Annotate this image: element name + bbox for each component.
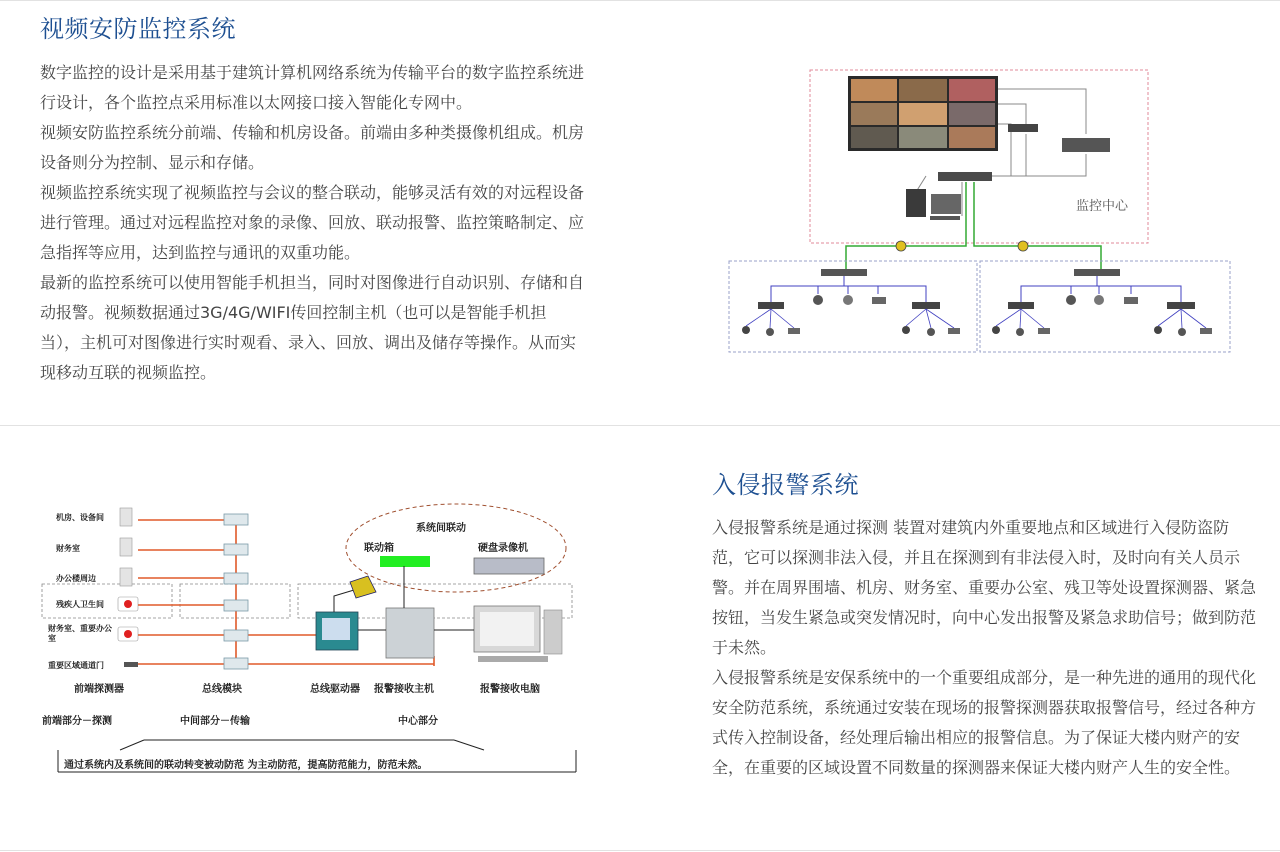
alarm-pc-screen [480,612,534,646]
section-divider [0,425,1280,426]
alarm-section-title: 入侵报警系统 [712,471,859,499]
video-paragraph: 视频监控系统实现了视频监控与会议的整合联动，能够灵活有效的对远程设备进行管理。通过对远程监控对象的录像、回放、联动报警、监控策略制定、应急指挥等应用，达到监控与通讯的双重功能。 [40,183,585,262]
wan-links [846,182,1101,269]
video-paragraph: 最新的监控系统可以使用智能手机担当，同时对图像进行自动识别、存储和自动报警。视频数据通过3G/4G/WIFI传回控制主机（也可以是智能手机担当），主机可对图像进行实时观看、录入、回放、调出及储存等操作。从而实现移动互联的视频监控。 [40,273,585,382]
hdd-recorder [474,558,544,574]
alarm-pc-keyboard [478,656,548,662]
keyboard [930,216,960,220]
network-switch [938,172,992,181]
video-paragraph: 视频安防监控系统分前端、传输和机房设备。前端由多种类摄像机组成。机房设备则分为控制、显示和存储。 [40,123,585,172]
center-label: 监控中心 [1076,199,1129,214]
part-label: 前端部分－探测 [42,716,112,727]
footer-note: 通过系统内及系统间的联动转变被动防范 为主动防范，提高防范能力，防范未然。 [64,760,428,771]
video-section-title: 视频安防监控系统 [40,15,236,43]
video-wall [848,76,998,151]
bottom-divider [0,850,1280,851]
router-icon [1018,241,1028,251]
alarm-paragraph: 入侵报警系统是通过探测 装置对建筑内外重要地点和区域进行入侵防盗防范，它可以探测非法入侵，并且在探测到有非法侵入时，及时向有关人员示警。并在周界围墙、机房、财务室、重要办公室、残卫等处设置探测器、紧急按钮，当发生紧急或突发情况时，向中心发出报警及紧急求助信号；做到防范于未然。 [712,518,1257,657]
intrusion-alarm-diagram [34,496,586,780]
part-label: 中间部分－传输 [180,716,250,727]
detector-label: 重要区域通道门 [48,661,104,670]
site-left-devices [742,269,960,336]
detector-label-wrap [48,624,114,648]
alarm-host [386,608,434,658]
hdd-recorder-label: 硬盘录像机 [478,543,528,554]
video-section-text [40,58,585,388]
detector-label: 财务室、重要办公室 [48,624,112,643]
alarm-paragraph: 入侵报警系统是安保系统中的一个重要组成部分，是一种先进的通用的现代化安全防范系统，系统通过安装在现场的报警探测器获取报警信号，经过各种方式传入控制设备，经处理后输出相应的报警信息。为了保证大楼内财产的安全，在重要的区域设置不同数量的探测器来保证大楼内财产人生的安全性。 [712,668,1257,777]
router-icon [896,241,906,251]
column-label: 总线驱动器 [310,684,360,695]
column-label: 总线模块 [202,684,242,695]
detector-column [118,508,138,667]
column-label: 报警接收电脑 [480,684,540,695]
workstation-tower [906,189,926,217]
alarm-section-text [712,513,1257,783]
detector-label: 残疾人卫生间 [56,600,104,609]
video-paragraph: 数字监控的设计是采用基于建筑计算机网络系统为传输平台的数字监控系统进行设计，各个监控点采用标准以太网接口接入智能化专网中。 [40,63,585,112]
top-divider [0,0,1280,1]
detector-label: 办公楼周边 [56,574,96,583]
linkage-box [380,556,430,567]
video-surveillance-diagram [726,64,1234,356]
workstation-monitor [931,194,961,214]
part-label: 中心部分 [398,716,438,727]
detector-label: 机房、设备间 [56,513,104,522]
network-router-icon [350,576,376,598]
decoder-device [1008,124,1038,132]
detector-label: 财务室 [56,544,80,553]
site-right-devices [992,269,1212,336]
linkage-box-label: 联动箱 [364,543,394,554]
bus-driver-panel [322,618,350,640]
storage-server [1062,138,1110,152]
linkage-title: 系统间联动 [416,523,466,534]
alarm-pc-tower [544,610,562,654]
column-label: 报警接收主机 [374,684,434,695]
column-label: 前端探测器 [74,684,124,695]
